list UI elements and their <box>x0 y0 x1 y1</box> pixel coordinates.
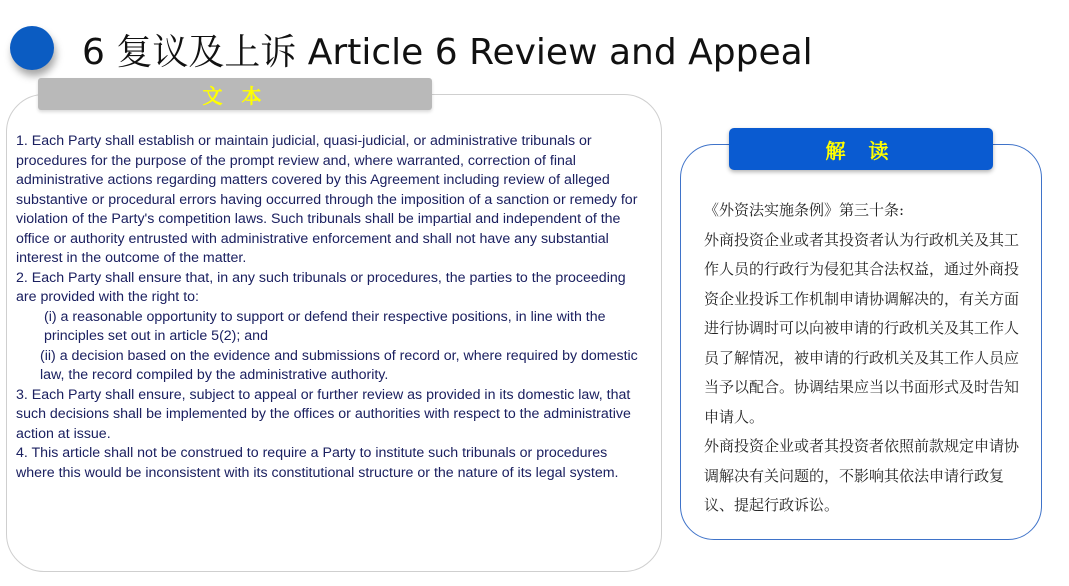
interpretation-text <box>704 196 1022 521</box>
article-item-ii: (ii) a decision based on the evidence and submissions of record or, where required by domestic law, the record compiled by the administrative authority. <box>40 347 638 383</box>
interpretation-section-tab <box>729 128 993 170</box>
article-text <box>16 132 648 483</box>
interpretation-heading: 《外资法实施条例》第三十条: <box>704 201 905 219</box>
article-paragraph-4: 4. This article shall not be construed to require a Party to institute such tribunals or procedures where this would be inconsistent with its constitutional structure or the nature of its legal system. <box>16 445 619 481</box>
interpretation-paragraph-1: 外商投资企业或者其投资者认为行政机关及其工作人员的行政行为侵犯其合法权益，通过外商投资企业投诉工作机制申请协调解决的，有关方面进行协调时可以向被申请的行政机关及其工作人员了解情况，被申请的行政机关及其工作人员应当予以配合。协调结果应当以书面形式及时告知申请人。 <box>704 230 1020 426</box>
title-bullet-icon <box>10 26 54 70</box>
article-item-i: (i) a reasonable opportunity to support or defend their respective positions, in line with the principles set out in article 5(2); and <box>44 308 606 344</box>
article-paragraph-2: 2. Each Party shall ensure that, in any such tribunals or procedures, the parties to the proceeding are provided with the right to: <box>16 269 626 305</box>
interpretation-section-label: 解 读 <box>825 138 897 163</box>
text-section-label: 文 本 <box>202 83 268 108</box>
article-paragraph-1: 1. Each Party shall establish or maintain judicial, quasi-judicial, or administrative tribunals or procedures for the purpose of the prompt review and, where warranted, correction of final administrative actions regarding matters covered by this Agreement including review of alleged substantive or procedural errors having occurred through the imposition of a sanction or remedy for violation of the Party's competition laws. Such tribunals shall be impartial and independent of the office or authority entrusted with administrative enforcement and shall not have any substantial interest in the outcome of the matter. <box>16 133 638 266</box>
page-title: 6 复议及上诉 Article 6 Review and Appeal <box>82 32 813 73</box>
text-section-tab <box>38 78 432 110</box>
interpretation-paragraph-2: 外商投资企业或者其投资者依照前款规定申请协调解决有关问题的，不影响其依法申请行政复议、提起行政诉讼。 <box>704 437 1020 514</box>
article-paragraph-3: 3. Each Party shall ensure, subject to appeal or further review as provided in its domestic law, that such decisions shall be implemented by the offices or authorities with respect to the administrative action at issue. <box>16 386 631 442</box>
